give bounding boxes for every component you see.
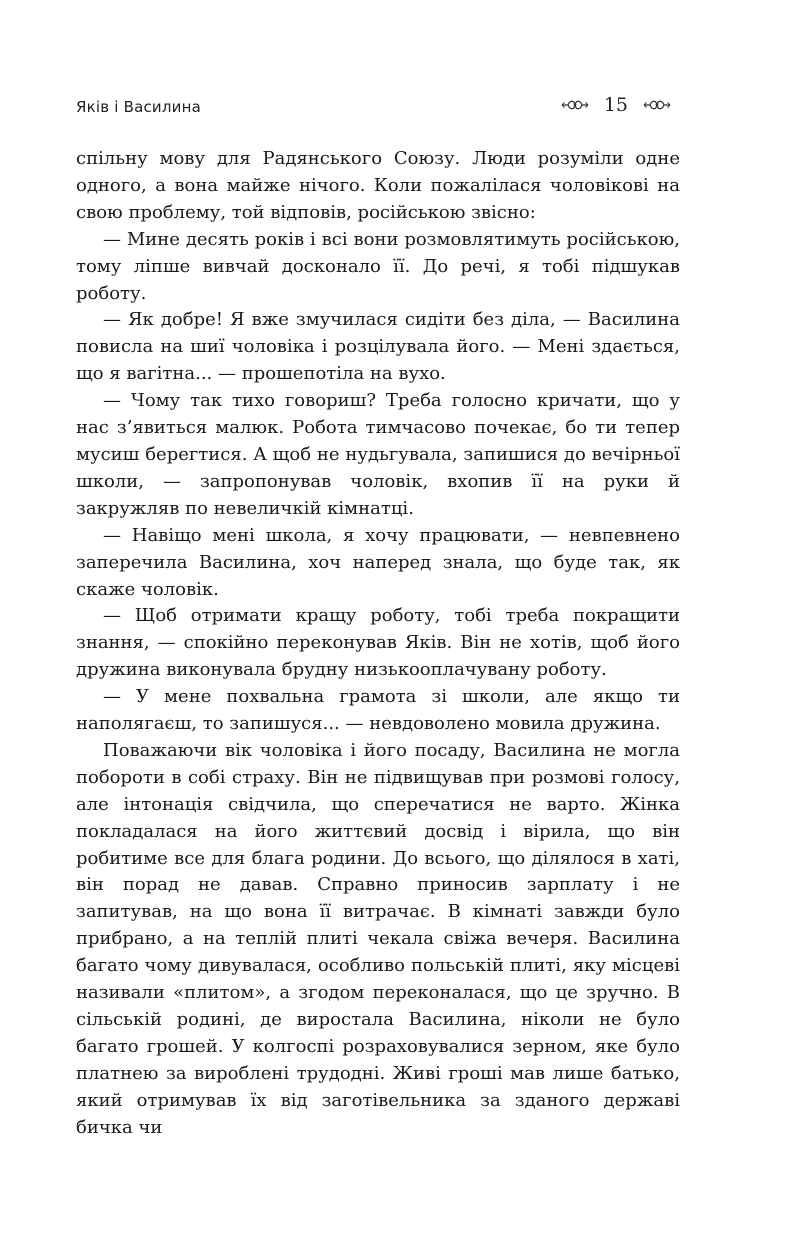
body-text (76, 146, 680, 1142)
paragraph-dialogue: — Навіщо мені школа, я хочу працювати, — невпевнено заперечила Василина, хоч наперед знала, що буде так, як скаже чоловік. (76, 524, 680, 600)
running-head (76, 96, 680, 120)
paragraph-dialogue: — Мине десять років і всі вони розмовлятимуть російською, тому ліпше вивчай досконало її. До речі, я тобі підшукав роботу. (76, 228, 680, 304)
paragraph-continuation: спільну мову для Радянського Союзу. Люди розуміли одне одного, а вона майже нічого. Коли пожалілася чоловікові на свою проблему, той відповів, російською звісно: (76, 148, 680, 223)
running-title: Яків і Василина (76, 98, 202, 116)
folio (560, 94, 672, 116)
page-number: 15 (603, 94, 628, 116)
paragraph-dialogue: — У мене похвальна грамота зі школи, але якщо ти наполягаєш, то запишуся... — невдоволено мовила дружина. (76, 686, 680, 735)
paragraph-dialogue: — Чому так тихо говориш? Треба голосно кричати, що у нас з’явиться малюк. Робота тимчасово почекає, бо ти тепер мусиш берегтися. А щоб не нудьгувала, запишися до вечірньої школи, — запропонував чоловік, вхопив її на руки й закружляв по невеличкій кімнатці. (76, 390, 680, 519)
floral-ornament-icon (642, 98, 672, 112)
floral-ornament-icon (560, 98, 590, 112)
paragraph-dialogue: — Щоб отримати кращу роботу, тобі треба покращити знання, — спокійно переконував Яків. Він не хотів, щоб його дружина виконувала брудну низькооплачувану роботу. (76, 605, 680, 681)
paragraph-dialogue: — Як добре! Я вже змучилася сидіти без діла, — Василина повисла на шиї чоловіка і розцілувала його. — Мені здається, що я вагітна... — прошепотіла на вухо. (76, 309, 680, 385)
paragraph-narrative: Поважаючи вік чоловіка і його посаду, Василина не могла побороти в собі страху. Він не підвищував при розмові голосу, але інтонація свідчила, що сперечатися не варто. Жінка покладалася на його життєвий досвід і вірила, що він робитиме все для блага родини. До всього, що ділялося в хаті, він порад не давав. Справно приносив зарплату і не запитував, на що вона її витрачає. В кімнаті завжди було прибрано, а на теплій плиті чекала свіжа вечеря. Василина багато чому дивувалася, особливо польській плиті, яку місцеві називали «плитом», а згодом переконалася, що це зручно. В сільській родині, де виростала Василина, ніколи не було багато грошей. У колгоспі розраховувалися зерном, яке було платнею за вироблені трудодні. Живі гроші мав лише батько, який отримував їх від заготівельника за зданого державі бичка чи (76, 739, 680, 1138)
